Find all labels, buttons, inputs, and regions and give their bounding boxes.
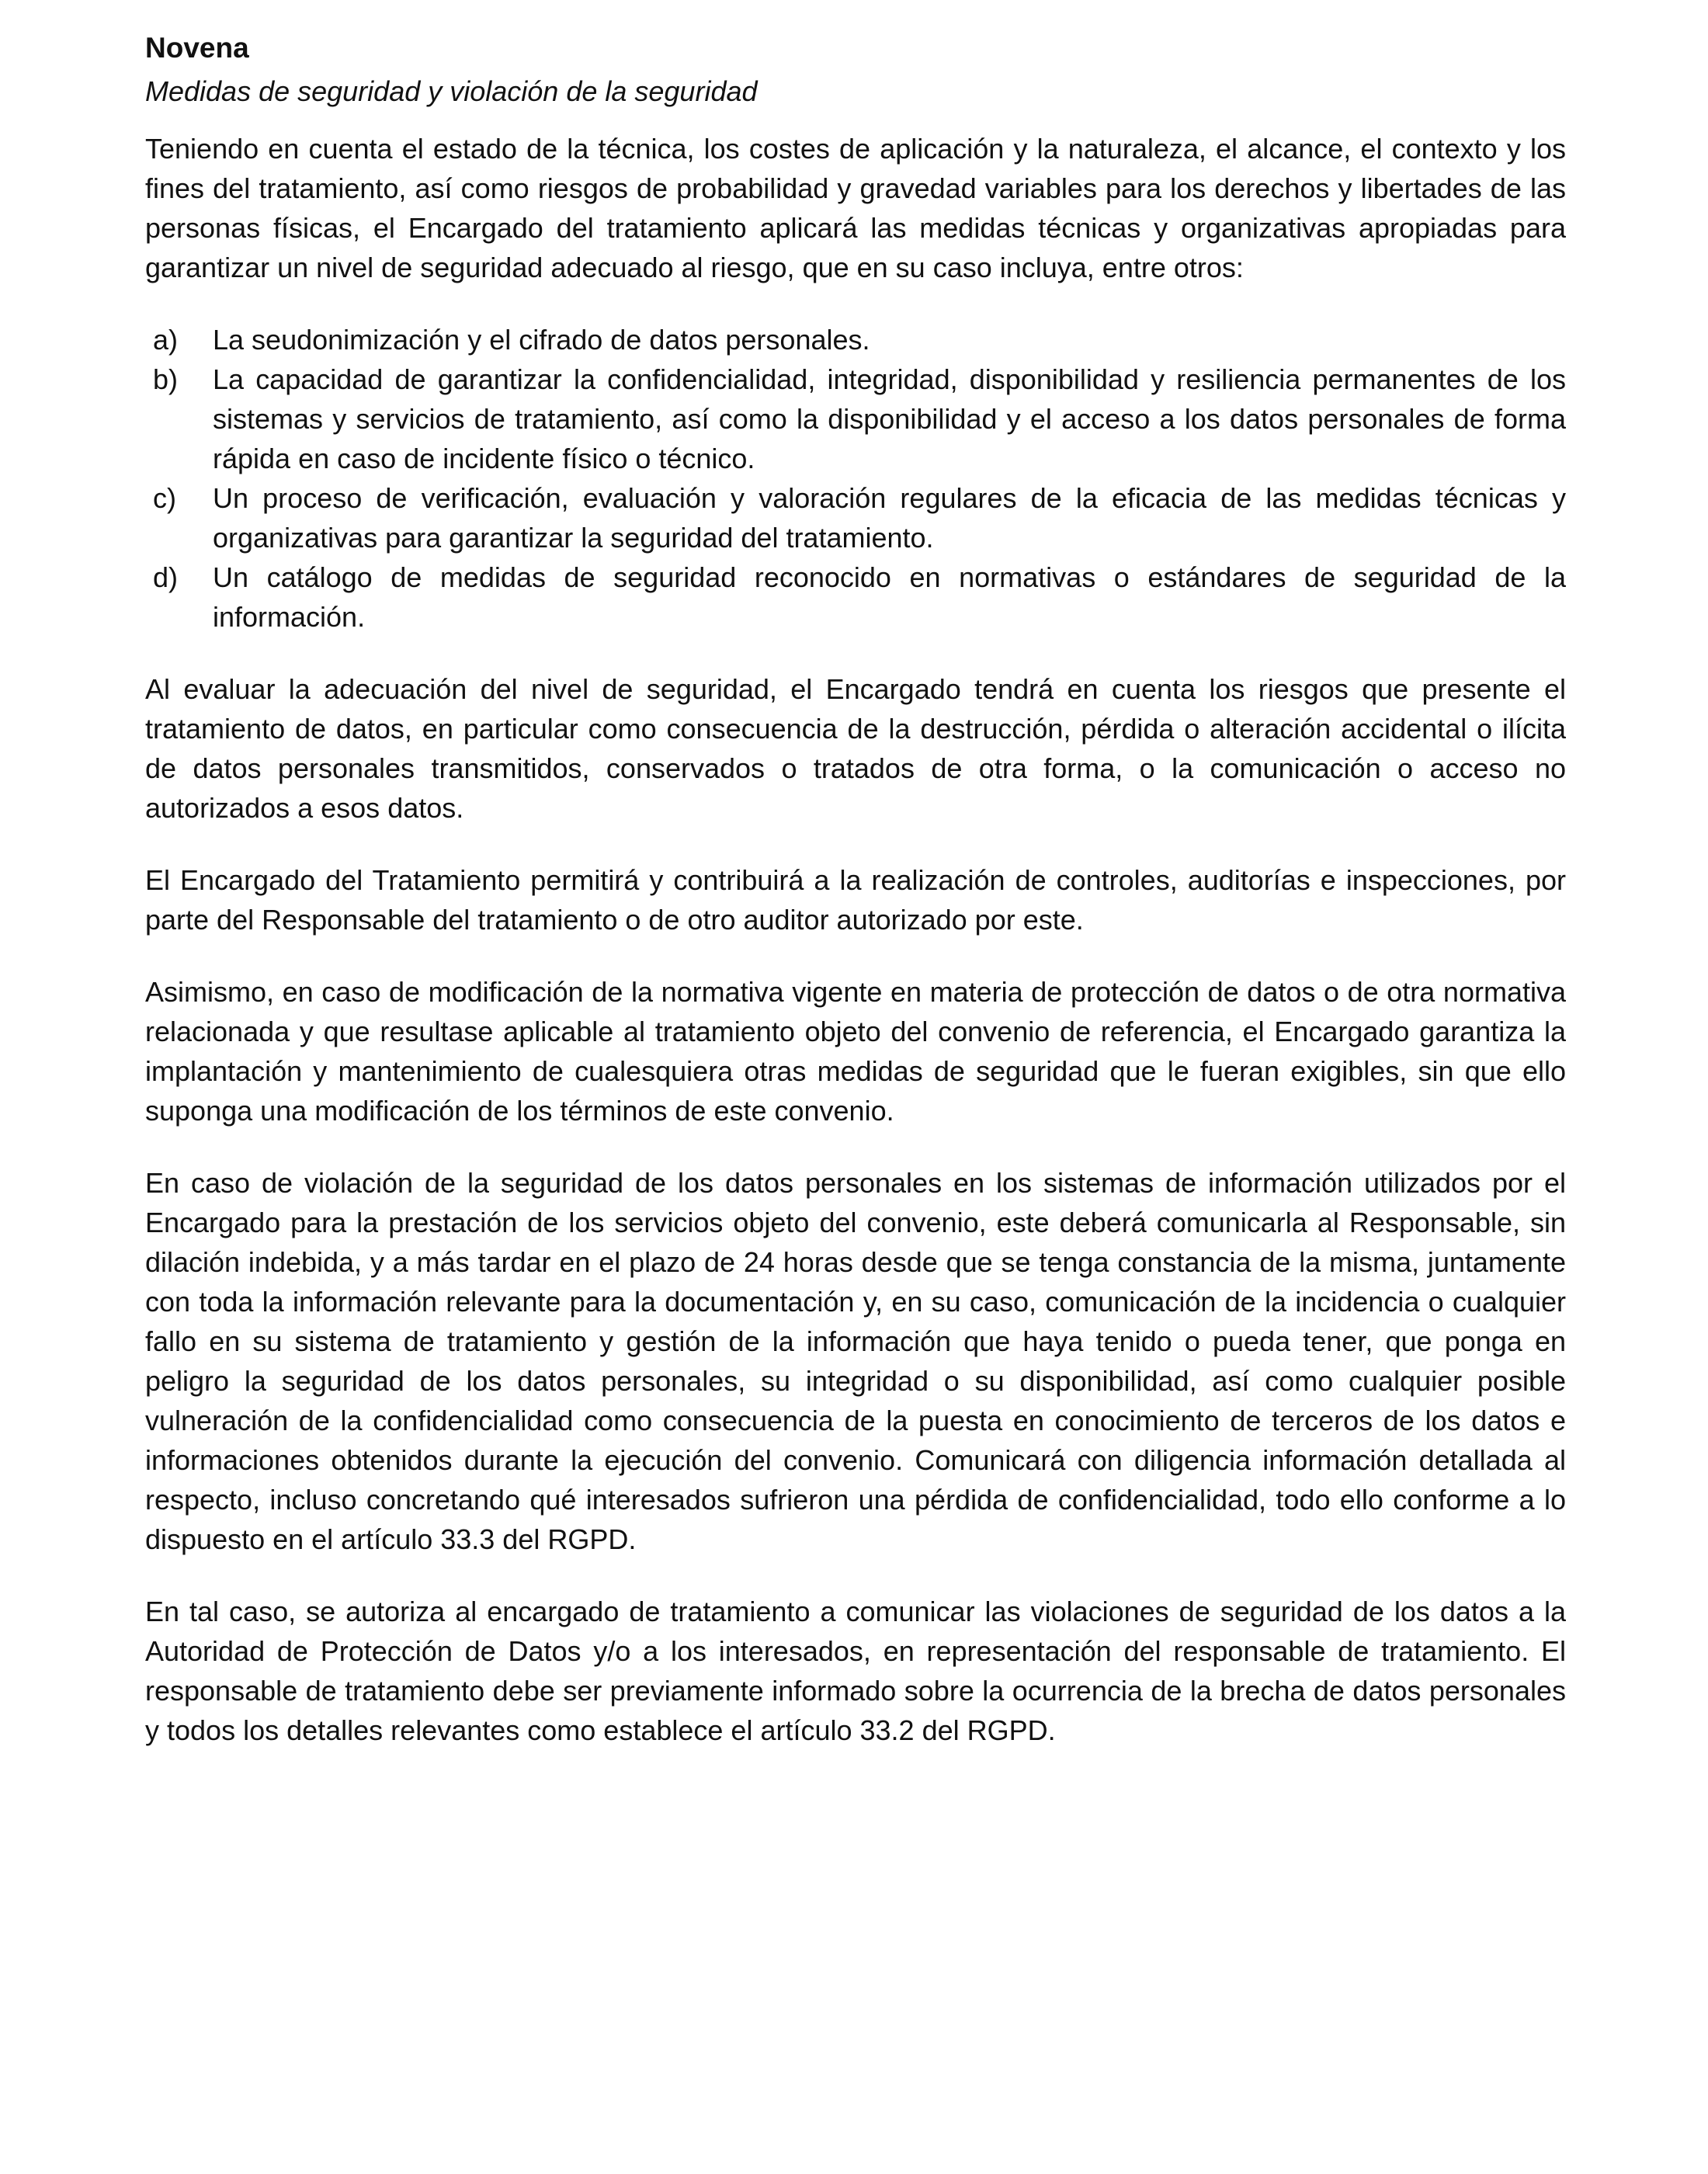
- list-item-text: La capacidad de garantizar la confidencialidad, integridad, disponibilidad y resiliencia permanentes de los sistemas y servicios de tratamiento, así como la disponibilidad y el acceso a los datos personales de forma rápida en caso de incidente físico o técnico.: [213, 363, 1566, 474]
- measures-list: [145, 320, 1566, 637]
- document-page: [145, 26, 1566, 1783]
- list-marker: a): [153, 324, 179, 356]
- list-item: [145, 359, 1566, 478]
- list-item-text: La seudonimización y el cifrado de datos personales.: [213, 324, 870, 356]
- paragraph-audits: El Encargado del Tratamiento permitirá y contribuirá a la realización de controles, auditorías e inspecciones, por parte del Responsable del tratamiento o de otro auditor autorizado por este.: [145, 864, 1566, 936]
- paragraph-regulation-changes: Asimismo, en caso de modificación de la normativa vigente en materia de protección de datos o de otra normativa relacionada y que resultase aplicable al tratamiento objeto del convenio de referencia, el Encargado garantiza la implantación y mantenimiento de cualesquiera otras medidas de seguridad que le fueran exigibles, sin que ello suponga una modificación de los términos de este convenio.: [145, 976, 1566, 1127]
- paragraph-risk-evaluation: Al evaluar la adecuación del nivel de seguridad, el Encargado tendrá en cuenta los riesgos que presente el tratamiento de datos, en particular como consecuencia de la destrucción, pérdida o alteración accidental o ilícita de datos personales transmitidos, conservados o tratados de otra forma, o la comunicación o acceso no autorizados a esos datos.: [145, 673, 1566, 824]
- paragraph-breach-notification: En caso de violación de la seguridad de los datos personales en los sistemas de información utilizados por el Encargado para la prestación de los servicios objeto del convenio, este deberá comunicarla al Responsable, sin dilación indebida, y a más tardar en el plazo de 24 horas desde que se tenga constancia de la misma, juntamente con toda la información relevante para la documentación y, en su caso, comunicación de la incidencia o cualquier fallo en su sistema de tratamiento y gestión de la información que haya tenido o pueda tener, que ponga en peligro la seguridad de los datos personales, su integridad o su disponibilidad, así como cualquier posible vulneración de la confidencialidad como consecuencia de la puesta en conocimiento de terceros de los datos e informaciones obtenidos durante la ejecución del convenio. Comunicará con diligencia información detallada al respecto, incluso concretando qué interesados sufrieron una pérdida de confidencialidad, todo ello conforme a lo dispuesto en el artículo 33.3 del RGPD.: [145, 1167, 1566, 1555]
- list-marker: b): [153, 363, 179, 395]
- list-item-text: Un proceso de verificación, evaluación y valoración regulares de la eficacia de las medidas técnicas y organizativas para garantizar la seguridad del tratamiento.: [213, 482, 1566, 554]
- list-item: [145, 557, 1566, 637]
- list-marker: d): [153, 561, 179, 593]
- clause-subtitle: Medidas de seguridad y violación de la seguridad: [145, 75, 758, 107]
- paragraph-authority-communication: En tal caso, se autoriza al encargado de tratamiento a comunicar las violaciones de seguridad de los datos a la Autoridad de Protección de Datos y/o a los interesados, en representación del responsable de tratamiento. El responsable de tratamiento debe ser previamente informado sobre la ocurrencia de la brecha de datos personales y todos los detalles relevantes como establece el artículo 33.2 del RGPD.: [145, 1596, 1566, 1746]
- clause-title: Novena: [145, 32, 249, 64]
- list-item: [145, 478, 1566, 557]
- list-item-text: Un catálogo de medidas de seguridad reconocido en normativas o estándares de seguridad de la información.: [213, 561, 1566, 633]
- intro-paragraph: Teniendo en cuenta el estado de la técnica, los costes de aplicación y la naturaleza, el alcance, el contexto y los fines del tratamiento, así como riesgos de probabilidad y gravedad variables para los derechos y libertades de las personas físicas, el Encargado del tratamiento aplicará las medidas técnicas y organizativas apropiadas para garantizar un nivel de seguridad adecuado al riesgo, que en su caso incluya, entre otros:: [145, 133, 1566, 283]
- list-item: [145, 320, 1566, 359]
- list-marker: c): [153, 482, 176, 514]
